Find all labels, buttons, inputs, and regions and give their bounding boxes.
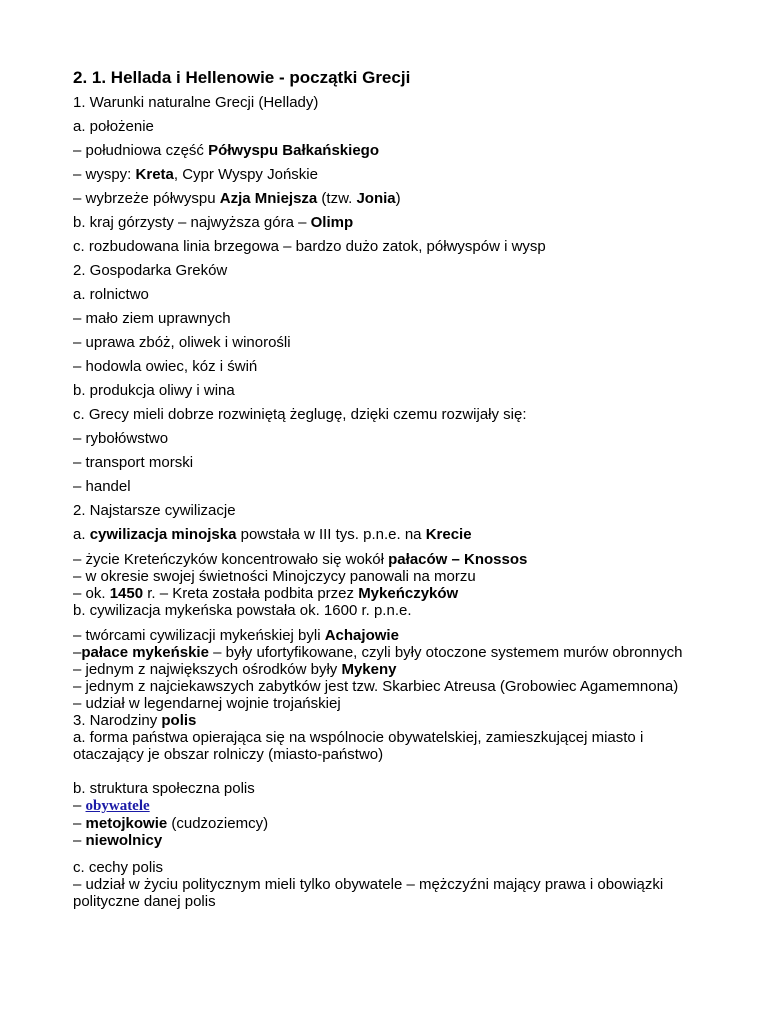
list-item: – wybrzeże półwyspu Azja Mniejsza (tzw. Jonia): [73, 190, 401, 207]
text-line: a. rolnictwo: [73, 286, 149, 303]
list-item: – niewolnicy: [73, 832, 163, 849]
list-item: –pałace mykeńskie – były ufortyfikowane, czyli były otoczone systemem murów obronnych: [73, 644, 683, 661]
text-line: a. forma państwa opierająca się na wspólnocie obywatelskiej, zamieszkującej miasto i otaczający je obszar rolniczy (miasto-państwo): [73, 729, 644, 763]
list-item: – rybołówstwo: [73, 430, 169, 447]
list-item: – udział w życiu politycznym mieli tylko obywatele – mężczyźni mający prawa i obowiązki polityczne danej polis: [73, 876, 664, 910]
obywatele-link[interactable]: obywatele: [85, 798, 150, 814]
list-item: – hodowla owiec, kóz i świń: [73, 358, 258, 375]
list-item: – handel: [73, 478, 131, 495]
list-item: – wyspy: Kreta, Cypr Wyspy Jońskie: [73, 166, 318, 183]
text-line: a. położenie: [73, 118, 154, 135]
text-line: c. Grecy mieli dobrze rozwiniętą żeglugę, dzięki czemu rozwijały się:: [73, 406, 527, 423]
list-item: – ok. 1450 r. – Kreta została podbita przez Mykeńczyków: [73, 585, 459, 602]
list-item: – twórcami cywilizacji mykeńskiej byli Achajowie: [73, 627, 399, 644]
text-line: b. cywilizacja mykeńska powstała ok. 1600 r. p.n.e.: [73, 602, 412, 619]
section-heading: 3. Narodziny polis: [73, 712, 197, 729]
section-heading: 2. Najstarsze cywilizacje: [73, 502, 236, 519]
list-item: – udział w legendarnej wojnie trojańskiej: [73, 695, 341, 712]
text-line: b. struktura społeczna polis: [73, 780, 255, 797]
list-item: – transport morski: [73, 454, 194, 471]
page-title: 2. 1. Hellada i Hellenowie - początki Grecji: [73, 68, 411, 87]
document-body: [73, 66, 713, 910]
list-item: – życie Kreteńczyków koncentrowało się wokół pałaców – Knossos: [73, 551, 528, 568]
list-item: – jednym z najciekawszych zabytków jest tzw. Skarbiec Atreusa (Grobowiec Agamemnona): [73, 678, 679, 695]
list-item: – uprawa zbóż, oliwek i winorośli: [73, 334, 291, 351]
text-line: a. cywilizacja minojska powstała w III tys. p.n.e. na Krecie: [73, 526, 472, 543]
list-item: – jednym z największych ośrodków były Mykeny: [73, 661, 397, 678]
text-line: c. rozbudowana linia brzegowa – bardzo dużo zatok, półwyspów i wysp: [73, 238, 546, 255]
list-item: – obywatele: [73, 797, 150, 814]
section-heading: 2. Gospodarka Greków: [73, 262, 228, 279]
list-item: – mało ziem uprawnych: [73, 310, 231, 327]
list-item: – metojkowie (cudzoziemcy): [73, 815, 269, 832]
text-line: b. kraj górzysty – najwyższa góra – Olimp: [73, 214, 354, 231]
section-heading: 1. Warunki naturalne Grecji (Hellady): [73, 94, 319, 111]
list-item: – południowa część Półwyspu Bałkańskiego: [73, 142, 379, 159]
text-line: c. cechy polis: [73, 859, 164, 876]
text-line: b. produkcja oliwy i wina: [73, 382, 235, 399]
list-item: – w okresie swojej świetności Minojczycy panowali na morzu: [73, 568, 476, 585]
